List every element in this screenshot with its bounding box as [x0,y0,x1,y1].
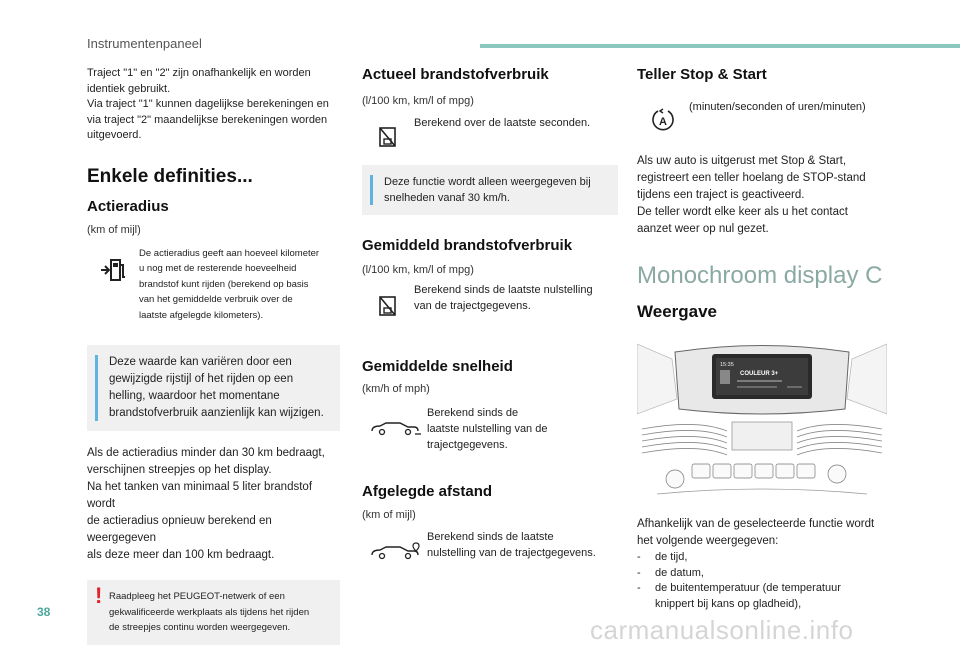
car-speed-icon [362,405,427,437]
column-left [87,66,340,645]
actieradius-unit: (km of mijl) [87,223,141,236]
car-distance-icon [362,529,427,561]
afstand-description: Berekend sinds de laatste nulstelling van de trajectgegevens. [427,531,596,559]
gemiddeld-description: Berekend sinds de laatste nulstelling van de trajectgegevens. [414,284,593,312]
actueel-row [362,115,618,149]
section-header: Instrumentenpaneel [87,36,202,51]
dashboard-photo [637,334,887,504]
gemiddeld-row [362,282,618,318]
warning-note: ! Raadpleeg het PEUGEOT-netwerk of een gekwalificeerde werkplaats als tijdens het rijden de streepjes continu worden weergegeven. [87,580,340,645]
list-item: - de datum, [637,566,704,579]
snelheid-title: Gemiddelde snelheid [362,358,513,375]
weergave-title: Weergave [637,302,718,321]
average-consumption-icon [362,282,414,318]
warning-exclamation-icon: ! [95,583,103,608]
fuel-consumption-icon [362,115,414,149]
fuel-range-icon [87,246,139,284]
stop-start-paragraph: Als uw auto is uitgerust met Stop & Start, registreert een teller hoelang de STOP-stand tijdens een traject is geactiveerd. De teller wordt elke keer als u het contact aanzet weer op nul gezet. [637,155,866,235]
stop-start-row [637,99,887,133]
actieradius-title: Actieradius [87,197,169,215]
stop-start-icon [637,99,689,133]
stop-start-title: Teller Stop & Start [637,66,767,83]
afstand-row [362,529,618,561]
page-number: 38 [37,605,51,619]
info-note: Deze waarde kan variëren door een gewijzigde rijstijl of het rijden op een helling, waardoor het momentane brandstofverbruik aanzienlijk kan wijzigen. [87,345,340,431]
actueel-title: Actueel brandstofverbruik [362,66,549,83]
list-item-continuation: knippert bij kans op gladheid), [655,597,802,610]
actieradius-row [87,246,340,324]
svg-text:A: A [659,116,667,128]
column-right [637,66,887,612]
header-accent-bar [480,44,960,48]
snelheid-row [362,405,618,453]
function-list [637,550,887,612]
photo-clock-text: 15:35 [720,362,734,368]
list-item: - de tijd, [637,551,688,563]
stop-start-unit: (minuten/seconden of uren/minuten) [689,101,866,113]
afstand-unit: (km of mijl) [362,509,416,521]
info-marker-icon [95,355,98,421]
snelheid-description: Berekend sinds de laatste nulstelling van de trajectgegevens. [427,407,548,451]
info-marker-icon [370,175,373,205]
actueel-info-note: Deze functie wordt alleen weergegeven bij snelheden vanaf 30 km/h. [362,165,618,215]
snelheid-unit: (km/h of mph) [362,383,430,395]
actueel-unit: (l/100 km, km/l of mpg) [362,95,474,107]
mono-display-title: Monochroom display C [637,262,883,289]
section-title: Enkele definities... [87,165,253,187]
actieradius-description: De actieradius geeft aan hoeveel kilometer u nog met de resterende hoeveelheid brandstof kunt rijden (berekend op basis van het gemiddelde verbruik over de laatste afgelegde kilometers). [139,247,320,321]
after-photo-paragraph: Afhankelijk van de geselecteerde functie wordt het volgende weergegeven: [637,518,875,547]
watermark: carmanualsonline.info [590,615,854,645]
actueel-description: Berekend over de laatste seconden. [414,117,591,129]
below-30-paragraph: Als de actieradius minder dan 30 km bedraagt, verschijnen streepjes op het display. Na het tanken van minimaal 5 liter brandstof wordt de actieradius opnieuw berekend en weergegeven als deze meer dan 100 km bedraagt. [87,447,325,561]
list-item: - de buitentemperatuur (de temperatuur [637,582,841,594]
column-middle [362,66,618,561]
intro-paragraph: Traject "1" en "2" zijn onafhankelijk en worden identiek gebruikt. Via traject "1" kunnen dagelijkse berekeningen en via traject "2" maandelijkse berekeningen worden uitgevoerd. [87,67,329,141]
photo-screen-text: COULEUR 3+ [740,371,779,377]
gemiddeld-unit: (l/100 km, km/l of mpg) [362,264,474,276]
gemiddeld-title: Gemiddeld brandstofverbruik [362,237,573,254]
afstand-title: Afgelegde afstand [362,483,493,500]
